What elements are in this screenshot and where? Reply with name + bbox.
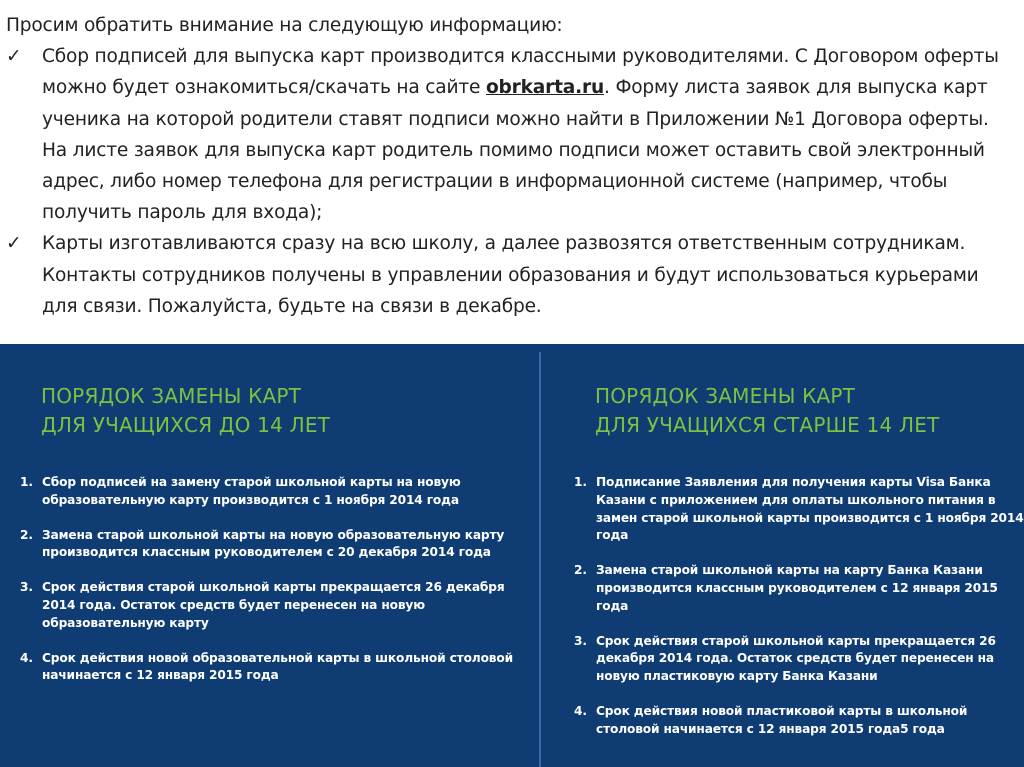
notice-text: Сбор подписей для выпуска карт производится классными руководителями. С Договором оферты можно будет ознакомиться/скачать на сайте <box>42 46 999 99</box>
item-text: Срок действия старой школьной карты прекращается 26 декабря 2014 года. Остаток средств будет перенесен на новую образовательную карту <box>42 580 505 630</box>
list-item <box>574 633 1024 686</box>
column-heading <box>41 382 330 440</box>
notice-bullet <box>6 41 1016 228</box>
heading-line: ДЛЯ УЧАЩИХСЯ СТАРШЕ 14 ЛЕТ <box>595 413 940 437</box>
item-text: Подписание Заявления для получения карты Visa Банка Казани с приложением для оплаты школьного питания в замен старой школьной карты производится с 1 ноября 2014 года <box>596 475 1024 543</box>
list-item <box>20 527 520 563</box>
heading-line: ДЛЯ УЧАЩИХСЯ ДО 14 ЛЕТ <box>41 413 331 437</box>
checkmark-icon: ✓ <box>6 46 22 68</box>
list-item <box>574 562 1024 615</box>
checkmark-icon: ✓ <box>6 233 22 255</box>
item-number: 1. <box>574 475 587 489</box>
notice-intro: Просим обратить внимание на следующую информацию: <box>6 15 563 36</box>
notice-text: Карты изготавливаются сразу на всю школу, а далее развозятся ответственным сотрудникам. Контакты сотрудников получены в управлении образования и будут использоваться курьерами для связи. Пожалуйста, будьте на связи в декабре. <box>42 233 979 317</box>
list-item <box>574 474 1024 545</box>
notice-section <box>6 10 1016 322</box>
item-number: 4. <box>574 703 587 718</box>
heading-line: ПОРЯДОК ЗАМЕНЫ КАРТ <box>595 384 856 408</box>
item-number: 2. <box>20 527 33 542</box>
item-text: Замена старой школьной карты на карту Банка Казани производится классным руководителем с 12 января 2015 года <box>596 563 998 613</box>
notice-bullet <box>6 228 1016 322</box>
item-text: Срок действия новой образовательной карты в школьной столовой начинается с 12 января 2015 года <box>42 650 513 683</box>
item-text: Срок действия старой школьной карты прекращается 26 декабря 2014 года. Остаток средств будет перенесен на новую пластиковую карту Банка Казани <box>596 633 996 684</box>
list-item <box>20 650 520 686</box>
heading-line: ПОРЯДОК ЗАМЕНЫ КАРТ <box>41 384 302 408</box>
steps-list <box>20 474 520 702</box>
site-link[interactable]: obrkarta.ru <box>485 77 605 99</box>
column-heading <box>595 382 939 440</box>
item-number: 3. <box>20 580 33 595</box>
item-text: Сбор подписей на замену старой школьной карты на новую образовательную карту производится с 1 ноября 2014 года <box>42 475 461 507</box>
notice-text: . Форму листа заявок для выпуска карт ученика на которой родители ставят подписи можно найти в Приложении №1 Договора оферты. На листе заявок для выпуска карт родитель помимо подписи может оставить свой электронный адрес, либо номер телефона для регистрации в информационной системе (например, чтобы получить пароль для входа); <box>42 77 989 224</box>
list-item <box>20 579 520 632</box>
item-number: 3. <box>574 633 587 648</box>
list-item <box>20 474 520 510</box>
replacement-panel <box>0 344 1024 767</box>
steps-list <box>574 474 1024 756</box>
item-number: 1. <box>20 475 33 489</box>
item-number: 4. <box>20 650 33 665</box>
item-text: Замена старой школьной карты на новую образовательную карту производится классным руководителем с 20 декабря 2014 года <box>42 527 505 560</box>
list-item <box>574 703 1024 739</box>
column-divider <box>539 352 541 767</box>
item-text: Срок действия новой пластиковой карты в школьной столовой начинается с 12 января 2015 года5 года <box>596 703 968 736</box>
item-number: 2. <box>574 563 587 578</box>
